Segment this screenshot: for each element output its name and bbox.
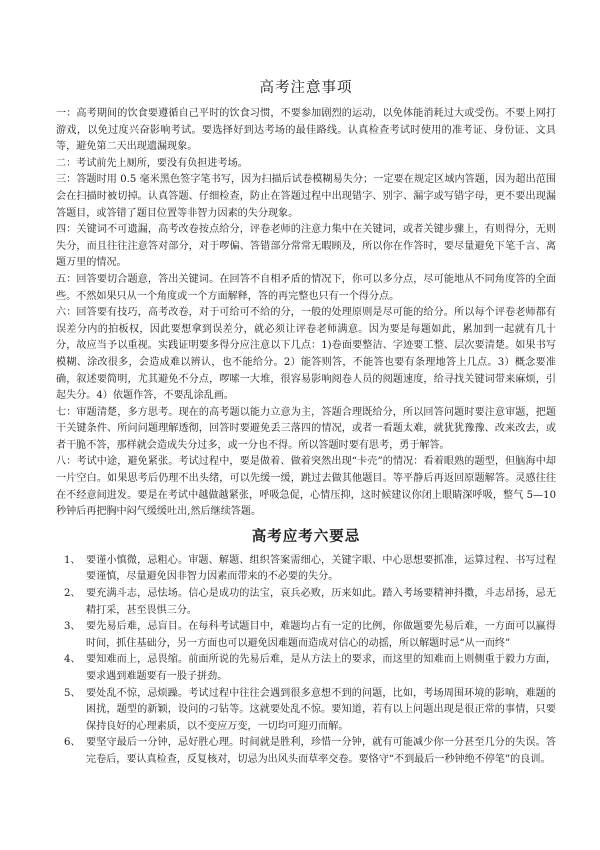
document-page — [56, 78, 556, 769]
list-item-text: 要处乱不惊，忌烦躁。考试过程中往往会遇到很多意想不到的问题，比如，考场周围环境的影响，难题的困扰，题型的新颖，设问的刁钻等。这就要处乱不惊。要知道，若有以上问题出现是很正常的事情，只要保持良好的心理素质，以不变应万变，一切均可迎刃而解。 — [86, 687, 556, 732]
paragraph-7: 七：审题清楚，多方思考。现在的高考题以能力立意为主，答题合理既给分，所以回答问题时要注意审题，把题干关键条件、所问问题理解透彻，回答时要避免丢三落四的情况，或者一看题太难，就犹犹豫豫、改来改去，或者干脆不答，那样就会造成失分过多，或一分也不得。所以答题时要有思考，勇于解答。 — [56, 406, 556, 451]
paragraph-5: 五：回答要切合题意，答出关键词。在回答不自相矛盾的情况下，你可以多分点，尽可能地从不同角度答的全面些。不然如果只从一个角度或一个方面解释，答的再完整也只有一个得分点。 — [56, 273, 556, 302]
paragraph-2: 二：考试前先上厕所，要没有负担进考场。 — [56, 157, 248, 169]
list-item-number: 2、 — [64, 588, 81, 600]
list-item-number: 1、 — [64, 554, 81, 566]
paragraph-8: 八：考试中途，避免紧张。考试过程中，要是做着、做着突然出现“卡壳”的情况：看着眼熟的题型，但脑海中却一片空白。如果思考后仍理不出头绪，可以先缓一缓，跳过去做其他题目。等平静后再返回原题解答。灵感往往在不经意间进发。要是在考试中越做越紧张，呼吸急促，心情压抑，这时候建议你闭上眼睛深呼吸，整气 5—10 秒钟后再把胸中闷气缓缓吐出,然后继续答题。 — [56, 456, 556, 518]
paragraph-1: 一：高考期间的饮食要遵循自己平时的饮食习惯，不要参加剧烈的运动，以免体能消耗过大或受伤。不要上网打游戏，以免过度兴奋影响考试。要选择好到达考场的最佳路线。认真检查考试时使用的准考证、身份证、文具等，避免第二天出现遗漏现象。 — [56, 108, 556, 153]
paragraph-6: 六：回答要有技巧，高考改卷，对于可给可不给的分，一般的处理原则是尽可能的给分。所以每个评卷老师都有误差分内的拍板权，因此要想拿到误差分，就必须让评卷老师满意。因为要是每题如此，累加到一起就有几十分，故应当予以重视。实践证明要多得分应注意以下几点：1)卷面要整洁、字迹要工整、层次要清楚。如果书写模糊、涂改很多，会造成难以辨认，也不能给分。2）能答则答，不能答也要有条理地答上几点。3）概念要准确，叙述要简明，尤其避免不分点，啰嗦一大堆，很容易影响阅卷人员的阅题速度，给寻找关键词带来麻烦，引起失分。4）依题作答，不要乱涂乱画。 — [56, 307, 556, 402]
list-item-number: 3、 — [64, 621, 81, 633]
list-item — [56, 735, 556, 768]
section1-title: 高考注意事项 — [259, 80, 353, 96]
list-item-text: 要坚守最后一分钟，忌好胜心理。时间就是胜利，珍惜一分钟，就有可能减少你一分甚至几分的失误。答完卷后，要认真检查，反复核对，切忌为出风头而草率交卷。要恪守“不到最后一秒钟绝不停笔”的良训。 — [86, 737, 556, 765]
list-item-text: 要知难而上，忌畏缩。前面所说的先易后难，是从方法上的要求，而这里的知难而上则侧重于毅力方面，要求遇到难题要有一股子拼劲。 — [86, 654, 556, 682]
list-item — [56, 586, 556, 619]
list-item — [56, 652, 556, 685]
list-item — [56, 553, 556, 586]
list-item-number: 4、 — [64, 654, 81, 666]
paragraph-3: 三：答题时用 0.5 毫米黑色签字笔书写，因为扫描后试卷模糊易失分；一定要在规定区域内答题，因为超出范围会在扫描时被切掉。认真答题、仔细检查，防止在答题过程中出现错字、别字、漏字或写错字母，更不要出现漏答题目，或答错了题目位置等非智力因素的失分现象。 — [56, 174, 556, 219]
paragraph-4: 四：关键词不可遗漏，高考改卷按点给分，评卷老师的注意力集中在关键词，或者关键步骤上，有则得分，无则失分，而且往往注意答对部分，对于啰偏、答错部分常常无暇顾及，所以你在作答时，要尽量避免下笔千言、离题万里的情况。 — [56, 224, 556, 269]
list-item-text: 要先易后难，忌盲目。在每科考试题目中，难题均占有一定的比例，你做题要先易后难，一方面可以赢得时间，抓住基础分，另一方面也可以避免因难题而造成对信心的动摇，所以解题时忌“从一而终” — [86, 621, 556, 649]
section2-title: 高考应考六要忌 — [251, 527, 361, 545]
list-item-number: 5、 — [64, 687, 81, 699]
list-item-text: 要充满斗志，忌怯场。信心是成功的法宝，哀兵必败，历来如此。踏入考场要精神抖擞，斗志昂扬，忌无精打采，甚至畏惧三分。 — [86, 588, 556, 616]
list-item — [56, 619, 556, 652]
list-item-number: 6、 — [64, 737, 81, 749]
list-item-text: 要谨小慎微，忌粗心。审题、解题、组织答案需细心，关键字眼、中心思想要抓准，运算过程、书写过程要谨慎，尽量避免因非智力因素而带来的不必要的失分。 — [86, 554, 556, 583]
list-item — [56, 686, 556, 736]
section2-list — [56, 553, 556, 769]
section1-body — [56, 106, 556, 521]
